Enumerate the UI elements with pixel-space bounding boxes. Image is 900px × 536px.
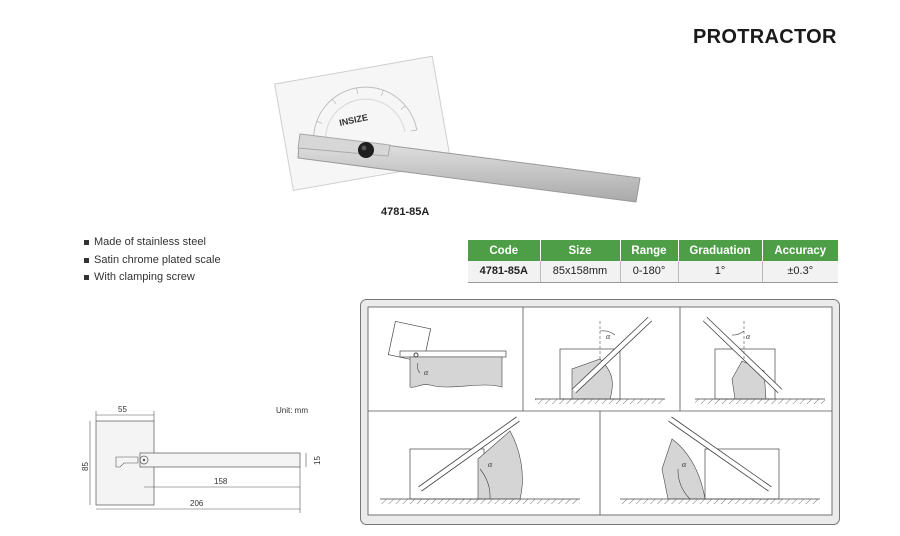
header-code: Code xyxy=(468,240,540,261)
feature-item: Made of stainless steel xyxy=(84,234,221,252)
product-photo xyxy=(270,48,650,208)
feature-item: Satin chrome plated scale xyxy=(84,252,221,270)
product-model-caption: 4781-85A xyxy=(381,206,430,218)
header-range: Range xyxy=(620,240,678,261)
cell-code: 4781-85A xyxy=(468,261,540,282)
angle-symbol: α xyxy=(606,332,611,341)
angle-symbol: α xyxy=(424,368,429,377)
header-graduation: Graduation xyxy=(678,240,762,261)
page-title: PROTRACTOR xyxy=(693,26,837,48)
cell-size: 85x158mm xyxy=(540,261,620,282)
feature-item: With clamping screw xyxy=(84,269,221,287)
dim-height: 85 xyxy=(81,462,90,471)
spec-header-row xyxy=(468,240,838,261)
angle-symbol: α xyxy=(682,460,687,469)
brand-logo: INSIZE xyxy=(338,112,369,128)
cell-range: 0-180° xyxy=(620,261,678,282)
dim-top: 55 xyxy=(118,405,127,414)
angle-symbol: α xyxy=(488,460,493,469)
dim-total-length: 206 xyxy=(190,499,204,508)
dimension-drawing xyxy=(80,395,340,520)
table-row xyxy=(468,261,838,282)
angle-symbol: α xyxy=(746,332,751,341)
dim-arm-width: 15 xyxy=(313,456,322,465)
spec-table xyxy=(468,240,838,283)
header-size: Size xyxy=(540,240,620,261)
cell-graduation: 1° xyxy=(678,261,762,282)
dim-arm-length: 158 xyxy=(214,477,228,486)
unit-label: Unit: mm xyxy=(276,406,308,415)
usage-illustrations xyxy=(360,299,840,525)
feature-list xyxy=(84,234,221,287)
header-accuracy: Accuracy xyxy=(762,240,838,261)
cell-accuracy: ±0.3° xyxy=(762,261,838,282)
